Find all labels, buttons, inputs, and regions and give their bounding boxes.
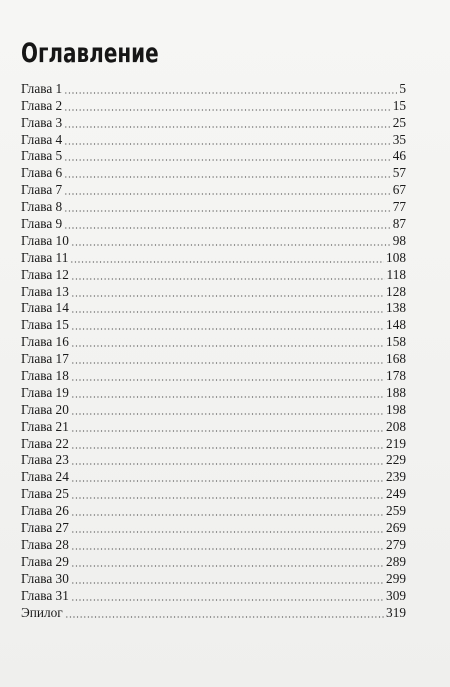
dot-leader [71,345,384,347]
toc-entry-label: Глава 28 [21,536,69,552]
dot-leader [71,396,384,398]
toc-entry [21,570,406,587]
toc-entry-label: Глава 1 [21,80,63,96]
toc-entry [21,553,406,570]
toc-entry-label: Глава 3 [21,114,63,130]
dot-leader [64,143,391,145]
toc-entry-label: Глава 24 [21,469,69,485]
toc-entry-page-number: 319 [386,604,406,620]
dot-leader [71,514,384,516]
dot-leader [71,531,384,533]
toc-entry-label: Глава 16 [21,334,69,350]
toc-entry [21,215,406,232]
dot-leader [71,413,384,415]
toc-entry-page-number: 198 [386,401,406,417]
toc-entry-label: Глава 21 [21,418,69,434]
toc-entry-label: Глава 7 [21,182,63,198]
toc-entry-page-number: 299 [386,570,406,586]
toc-entry [21,80,406,97]
toc-entry-page-number: 219 [386,435,406,451]
toc-entry [21,418,406,435]
toc-entry [21,452,406,469]
toc-entry [21,604,406,621]
toc-entry-label: Эпилог [21,604,63,620]
toc-entry-page-number: 229 [386,452,406,468]
dot-leader [70,261,384,263]
toc-entry-label: Глава 22 [21,435,69,451]
toc-entry [21,333,406,350]
toc-entry-label: Глава 29 [21,553,69,569]
toc-entry-label: Глава 8 [21,199,63,215]
toc-entry-label: Глава 15 [21,317,69,333]
toc-entry-label: Глава 10 [21,232,69,248]
toc-entry-page-number: 309 [386,587,406,603]
toc-entry-label: Глава 6 [21,165,63,181]
toc-entry-page-number: 168 [386,351,406,367]
toc-entry-label: Глава 9 [21,216,63,232]
toc-entry-page-number: 138 [386,300,406,316]
toc-entry-page-number: 279 [386,536,406,552]
toc-entry-label: Глава 18 [21,368,69,384]
dot-leader [71,311,384,313]
toc-entry-label: Глава 2 [21,97,63,113]
toc-entry [21,367,406,384]
toc-entry [21,249,406,266]
dot-leader [71,463,384,465]
dot-leader [64,193,391,195]
toc-entry [21,485,406,502]
toc-entry-page-number: 158 [386,334,406,350]
toc-entry-label: Глава 20 [21,401,69,417]
toc-entry-label: Глава 17 [21,351,69,367]
dot-leader [71,565,384,567]
dot-leader [64,159,391,161]
dot-leader [64,109,391,111]
toc-entry-page-number: 178 [386,368,406,384]
toc-entry-page-number: 98 [392,232,406,248]
dot-leader [65,616,384,618]
toc-entry [21,131,406,148]
dot-leader [71,497,384,499]
toc-entry [21,300,406,317]
toc-entry-label: Глава 23 [21,452,69,468]
toc-entry [21,148,406,165]
toc-entry-label: Глава 19 [21,384,69,400]
toc-entry-page-number: 35 [392,131,406,147]
toc-entry [21,536,406,553]
toc-entry-page-number: 46 [392,148,406,164]
toc-entry-page-number: 25 [392,114,406,130]
dot-leader [64,176,391,178]
toc-entry-page-number: 289 [386,553,406,569]
toc-entry-page-number: 108 [386,249,406,265]
page-title: Оглавление [21,38,159,69]
toc-entry [21,198,406,215]
toc-entry [21,435,406,452]
toc-entry-page-number: 239 [386,469,406,485]
dot-leader [71,362,384,364]
toc-entry-page-number: 5 [399,80,406,96]
toc-entry [21,316,406,333]
toc-entry-page-number: 67 [392,182,406,198]
dot-leader [71,430,384,432]
toc-entry-label: Глава 12 [21,266,69,282]
toc-entry-label: Глава 26 [21,503,69,519]
toc-entry-page-number: 15 [392,97,406,113]
dot-leader [71,328,384,330]
table-of-contents [21,80,406,621]
toc-entry-label: Глава 25 [21,486,69,502]
toc-entry-page-number: 208 [386,418,406,434]
toc-entry-label: Глава 30 [21,570,69,586]
toc-entry [21,114,406,131]
toc-entry-page-number: 249 [386,486,406,502]
toc-entry [21,401,406,418]
dot-leader [64,210,391,212]
dot-leader [64,126,391,128]
toc-entry [21,266,406,283]
toc-entry-label: Глава 14 [21,300,69,316]
toc-entry-page-number: 118 [386,266,406,282]
dot-leader [71,379,384,381]
toc-entry [21,384,406,401]
toc-entry [21,502,406,519]
dot-leader [71,295,384,297]
toc-entry [21,232,406,249]
toc-entry-page-number: 259 [386,503,406,519]
dot-leader [64,92,397,94]
dot-leader [71,447,384,449]
toc-entry-label: Глава 31 [21,587,69,603]
toc-entry-page-number: 269 [386,520,406,536]
toc-entry-label: Глава 4 [21,131,63,147]
toc-entry-page-number: 148 [386,317,406,333]
toc-entry [21,587,406,604]
toc-entry-label: Глава 13 [21,283,69,299]
dot-leader [71,480,384,482]
toc-entry-page-number: 77 [392,199,406,215]
toc-entry-label: Глава 11 [21,249,69,265]
dot-leader [71,582,384,584]
dot-leader [71,244,391,246]
toc-entry [21,181,406,198]
toc-entry-label: Глава 27 [21,520,69,536]
dot-leader [71,278,385,280]
toc-entry [21,283,406,300]
dot-leader [71,599,384,601]
toc-entry [21,350,406,367]
toc-entry [21,519,406,536]
toc-entry-page-number: 188 [386,384,406,400]
toc-entry-page-number: 57 [392,165,406,181]
toc-entry [21,164,406,181]
toc-entry-page-number: 128 [386,283,406,299]
dot-leader [64,227,391,229]
dot-leader [71,548,384,550]
toc-entry [21,97,406,114]
toc-entry [21,468,406,485]
toc-entry-label: Глава 5 [21,148,63,164]
toc-entry-page-number: 87 [392,216,406,232]
